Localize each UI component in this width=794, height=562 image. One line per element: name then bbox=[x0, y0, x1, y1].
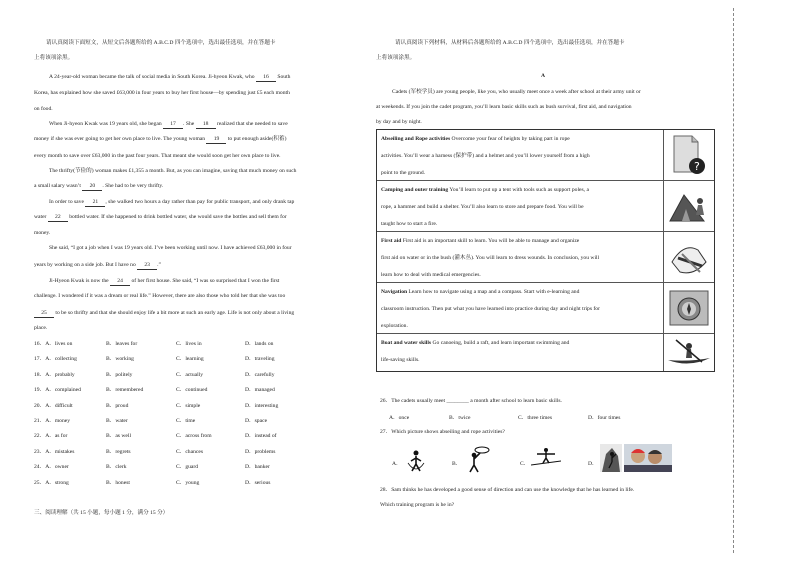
passage-text: on food. bbox=[34, 106, 53, 112]
passage-text: , she walked two hours a day rather than pay for public transport, and only drank tap bbox=[105, 199, 295, 205]
cloze-option[interactable]: D．lands on bbox=[245, 341, 274, 347]
cloze-option[interactable]: C．simple bbox=[176, 402, 201, 409]
passage-line bbox=[34, 262, 161, 270]
cloze-option[interactable]: B．regrets bbox=[106, 448, 131, 455]
passage-text: water bbox=[34, 214, 48, 220]
blank-25[interactable]: 25 bbox=[34, 310, 54, 318]
passage-letter: A bbox=[541, 73, 546, 79]
camping-tent-icon bbox=[663, 181, 714, 231]
cloze-option[interactable]: B．leaves for bbox=[106, 341, 138, 347]
cloze-option[interactable]: D．problems bbox=[245, 448, 276, 455]
passage-text: place. bbox=[34, 325, 48, 331]
cowboy-lasso-icon bbox=[462, 445, 492, 478]
blank-22[interactable]: 22 bbox=[48, 214, 68, 222]
passage-text: realized that she needed to save bbox=[215, 121, 288, 127]
table-row-boat: Boat and water skills Go canoeing, build a raft, and learn important swimming and life-saving skills. bbox=[377, 334, 714, 371]
cloze-option[interactable]: 21．A．money bbox=[34, 418, 71, 424]
passage-text: challenge. I wondered if it was a dream or real life.” However, there are also those who told her that she was too bbox=[34, 293, 286, 299]
cloze-option[interactable]: C．chances bbox=[176, 448, 204, 455]
cloze-option[interactable]: D．traveling bbox=[245, 356, 275, 363]
climber-photo bbox=[600, 444, 622, 477]
passage-text: In order to save bbox=[49, 199, 86, 205]
question-28-line2: Which training program is he in? bbox=[380, 502, 455, 508]
training-table bbox=[376, 129, 715, 372]
q26-option-a[interactable]: A．once bbox=[389, 415, 410, 421]
right-instruction-line1: 请认真阅读下列材料，从材料后各题所给的 A.B.C.D 四个选项中，选出最佳选项，并在答题卡 bbox=[395, 40, 625, 46]
cloze-option[interactable]: 16．A．lives on bbox=[34, 341, 73, 347]
passage-line bbox=[49, 121, 288, 129]
passage-text: money. bbox=[34, 230, 51, 236]
row-title: Abseiling and Rope activities bbox=[381, 136, 451, 142]
cloze-option[interactable]: C．guard bbox=[176, 464, 199, 471]
passage-text: The thrifty(节俭的) woman makes £1,355 a month. But, as you can imagine, saving that much money on such bbox=[49, 168, 297, 174]
passage-line bbox=[34, 153, 281, 160]
intro-line2: at weekends. If you join the cadet program, you’ll learn basic skills such as bush survival, first aid, and navigation bbox=[376, 104, 632, 110]
blank-20[interactable]: 20 bbox=[82, 183, 102, 191]
passage-text: A 24-year-old woman became the talk of social media in South Korea. Ji-hyeon Kwak, who bbox=[49, 74, 256, 80]
passage-line bbox=[34, 106, 53, 113]
cloze-option[interactable]: D．serious bbox=[245, 479, 271, 486]
cloze-option[interactable]: 23．A．mistakes bbox=[34, 448, 75, 455]
q26-option-d[interactable]: D．four times bbox=[588, 415, 621, 421]
passage-text: money if she was ever going to get her own place to live. The young woman bbox=[34, 136, 207, 142]
passage-line bbox=[34, 230, 50, 237]
passage-line bbox=[49, 278, 279, 286]
passage-text: every month to save over £63,000 in the past four years. That meant she would soon get her own place to live. bbox=[34, 153, 281, 159]
kayak-icon bbox=[663, 334, 714, 371]
passage-line bbox=[34, 183, 163, 191]
passage-text: . She had to be very thrifty. bbox=[102, 183, 164, 189]
tightrope-walker-icon bbox=[531, 447, 561, 476]
left-instruction-line1: 请认真阅读下面短文，从短文后各题所给的 A.B.C.D 四个选项中，选出最佳选项，并在答题卡 bbox=[46, 40, 276, 46]
right-instruction-line2: 上将该项涂黑。 bbox=[376, 55, 416, 61]
cloze-option[interactable]: B．remembered bbox=[106, 387, 144, 394]
q26-option-c[interactable]: C．three times bbox=[518, 415, 553, 421]
q27-option-c[interactable]: C． bbox=[520, 461, 530, 467]
passage-line bbox=[34, 325, 47, 332]
passage-line bbox=[34, 214, 287, 222]
cloze-option[interactable]: C．learning bbox=[176, 356, 204, 363]
cloze-option[interactable]: B．politely bbox=[106, 371, 133, 378]
cloze-option[interactable]: D．banker bbox=[245, 464, 270, 471]
cloze-option[interactable]: B．water bbox=[106, 418, 128, 424]
passage-line bbox=[49, 199, 294, 207]
cloze-option[interactable]: 17．A．collecting bbox=[34, 356, 77, 363]
cloze-option[interactable]: D．instead of bbox=[245, 433, 277, 440]
q26-option-b[interactable]: B．twice bbox=[449, 415, 471, 421]
cloze-option[interactable]: D．managed bbox=[245, 387, 275, 394]
blank-24[interactable]: 24 bbox=[110, 278, 130, 286]
passage-text: to put enough aside(积蓄) bbox=[226, 136, 287, 142]
passage-text: bottled water. If she happened to drink bottled water, she would save the bottles and sell them for bbox=[67, 214, 287, 220]
compass-map-icon bbox=[663, 283, 714, 333]
intro-line3: by day and by night. bbox=[376, 119, 422, 125]
cloze-option[interactable]: C．actually bbox=[176, 371, 204, 378]
intro-line1: Cadets (军校学员) are young people, like you, who usually meet once a week after school at their army unit or bbox=[392, 89, 641, 95]
passage-text: a small salary wasn’t bbox=[34, 183, 83, 189]
passage-text: South bbox=[275, 74, 291, 80]
cloze-option[interactable]: C．continued bbox=[176, 387, 208, 394]
cloze-option[interactable]: 22．A．as for bbox=[34, 433, 68, 440]
passage-text: She said, “I got a job when I was 19 years old. I’ve been working until now. I have achieved £63,000 in four bbox=[49, 245, 292, 251]
passage-line bbox=[49, 245, 292, 252]
q27-option-b[interactable]: B． bbox=[452, 461, 462, 467]
table-row-navigation: Navigation Learn how to navigate using a map and a compass. Start with e-learning and classroom instruction. Then put what you have learned into practice during day and night trips for exploration. bbox=[377, 283, 714, 334]
cloze-option[interactable]: 19．A．complained bbox=[34, 387, 81, 394]
blank-17[interactable]: 17 bbox=[163, 121, 183, 129]
cloze-option[interactable]: B．honest bbox=[106, 479, 130, 486]
passage-line bbox=[34, 136, 286, 144]
rope-jumper-icon bbox=[402, 449, 430, 478]
blank-16[interactable]: 16 bbox=[256, 74, 276, 82]
cloze-option[interactable]: D．interesting bbox=[245, 402, 279, 409]
cloze-option[interactable]: C．young bbox=[176, 479, 200, 486]
climbers-helmets-photo bbox=[624, 444, 672, 477]
cloze-option[interactable]: C．lives in bbox=[176, 341, 202, 347]
document-question-icon bbox=[663, 130, 714, 180]
passage-text: .” bbox=[157, 262, 162, 268]
blank-18[interactable]: 18 bbox=[196, 121, 216, 129]
passage-text: to be so thrifty and that she should enjoy life a bit more at such an early age. Life is not only about a living bbox=[54, 310, 295, 316]
passage-line bbox=[34, 293, 285, 300]
blank-23[interactable]: 23 bbox=[137, 262, 157, 270]
blank-19[interactable]: 19 bbox=[206, 136, 226, 144]
q27-option-a[interactable]: A． bbox=[392, 461, 402, 467]
table-row-camping: Camping and outer training You’ll learn to put up a tent with tools such as support poles, a rope, a hammer and build a shelter. You’ll also learn to store and prepare food. You will be taught how to start a fire. bbox=[377, 181, 714, 232]
cloze-option[interactable]: 25．A．strong bbox=[34, 479, 69, 486]
svg-text:?: ? bbox=[694, 160, 700, 173]
question-27: 27．Which picture shows abseiling and rope activities? bbox=[380, 429, 505, 435]
cloze-option[interactable]: D．carefully bbox=[245, 371, 275, 378]
cloze-option[interactable]: 20．A．difficult bbox=[34, 402, 73, 409]
passage-text: of her first house. She said, “I was so surprised that I won the first bbox=[130, 278, 280, 284]
table-row-abseiling: Abseiling and Rope activities Overcome your fear of heights by taking part in rope activities. You’ll wear a harness (保护带) and a helmet and you’ll lower yourself from a high point to the ground. ? bbox=[377, 130, 714, 181]
passage-text: . She bbox=[183, 121, 196, 127]
bandage-hand-icon bbox=[663, 232, 714, 282]
passage-text: Korea, has explained how she saved £63,000 in four years to buy her first house—by spending just £5 each month bbox=[34, 90, 290, 96]
cloze-option[interactable]: 18．A．probably bbox=[34, 371, 75, 378]
passage-text: years by working on a side job. But I have no bbox=[34, 262, 138, 268]
section-title-reading: 三、阅读理解（共 15 小题，每小题 1 分，满分 15 分） bbox=[34, 510, 169, 516]
passage-line bbox=[49, 168, 296, 175]
table-row-first-aid: First aid First aid is an important skill to learn. You will be able to manage and organize first aid on water or in the bush (灌木丛). You will learn to dress wounds. In conclusion, you will learn how to deal with medical emergencies. bbox=[377, 232, 714, 283]
passage-line bbox=[49, 74, 290, 82]
left-instruction-line2: 上将该项涂黑。 bbox=[34, 55, 74, 61]
cloze-option[interactable]: B．working bbox=[106, 356, 134, 363]
cloze-option[interactable]: B．clerk bbox=[106, 464, 127, 471]
passage-line bbox=[34, 310, 294, 318]
cloze-option[interactable]: D．space bbox=[245, 418, 268, 424]
cloze-option[interactable]: B．as well bbox=[106, 433, 132, 440]
passage-text: Ji-Hyeon Kwak is now the bbox=[49, 278, 111, 284]
question-26: 26．The cadets usually meet ________ a month after school to learn basic skills. bbox=[380, 398, 562, 404]
q27-option-d[interactable]: D． bbox=[588, 461, 598, 467]
binding-dashed-line bbox=[733, 8, 735, 553]
cloze-option[interactable]: C．across from bbox=[176, 433, 212, 440]
passage-line bbox=[34, 90, 290, 97]
cloze-option[interactable]: 24．A．owner bbox=[34, 464, 69, 471]
cloze-option[interactable]: B．proud bbox=[106, 402, 129, 409]
blank-21[interactable]: 21 bbox=[85, 199, 105, 207]
cloze-option[interactable]: C．time bbox=[176, 418, 196, 424]
question-28-line1: 28．Sam thinks he has developed a good sense of direction and can use the knowledge that he has learned in life. bbox=[380, 487, 635, 493]
passage-text: When Ji-hyeon Kwak was 19 years old, she began bbox=[49, 121, 164, 127]
